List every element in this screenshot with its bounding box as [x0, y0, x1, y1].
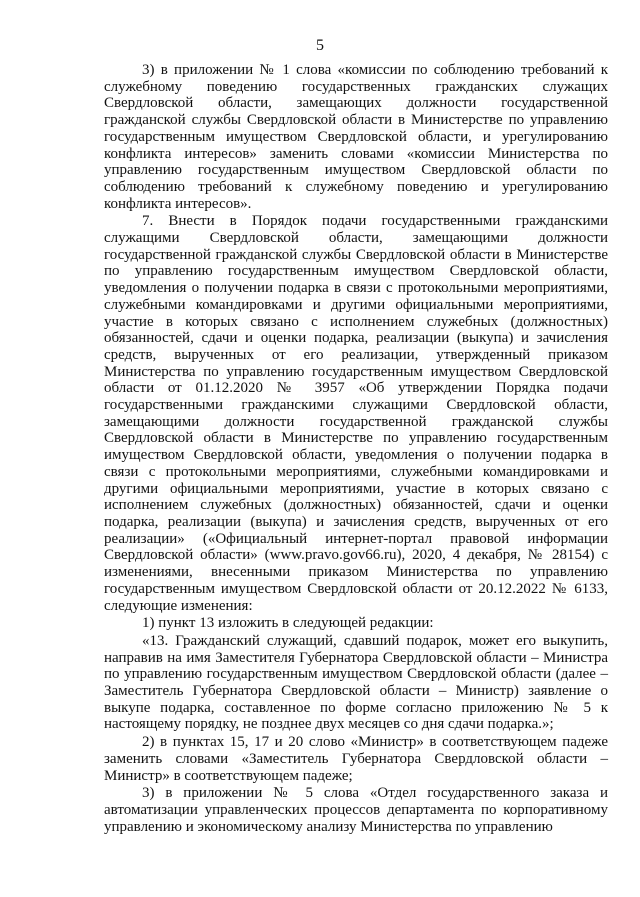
- page-number: 5: [316, 37, 324, 54]
- document-body: [104, 62, 608, 836]
- paragraph-clause-13-quote: «13. Гражданский служащий, сдавший подарок, может его выкупить, направив на имя Заместителя Губернатора Свердловской области – Министра по управлению государственным имуществом Свердловской области (далее – Заместитель Губернатора Свердловской области – Министр) заявление о выкупе подарка, составленное по форме согласно приложению № 5 к настоящему порядку, не позднее двух месяцев со дня сдачи подарка.»;: [104, 632, 608, 733]
- paragraph-item-2: 2) в пунктах 15, 17 и 20 слово «Министр» в соответствующем падеже заменить словами «Заместитель Губернатора Свердловской области – Министр» в соответствующем падеже;: [104, 734, 608, 784]
- paragraph-item-3-appendix-1: 3) в приложении № 1 слова «комиссии по соблюдению требований к служебному поведению государственных гражданских служащих Свердловской области, замещающих должности государственной гражданской службы Свердловской области в Министерстве по управлению государственным имуществом Свердловской области, и урегулированию конфликта интересов» заменить словами «комиссии Министерства по управлению государственным имуществом Свердловской области по соблюдению требований к служебному поведению и урегулированию конфликта интересов».: [104, 62, 608, 212]
- paragraph-item-3-appendix-5: 3) в приложении № 5 слова «Отдел государственного заказа и автоматизации управленческих процессов департамента по корпоративному управлению и экономическому анализу Министерства по управлению: [104, 785, 608, 835]
- paragraph-section-7: 7. Внести в Порядок подачи государственными гражданскими служащими Свердловской области, замещающими должности государственной гражданской службы Свердловской области в Министерстве по управлению государственным имуществом Свердловской области, уведомления о получении подарка в связи с протокольными мероприятиями, служебными командировками и другими официальными мероприятиями, участие в которых связано с исполнением служебных (должностных) обязанностей, сдачи и оценки подарка, реализации (выкупа) и зачисления средств, вырученных от его реализации, утвержденный приказом Министерства по управлению государственным имуществом Свердловской области от 01.12.2020 № 3957 «Об утверждении Порядка подачи государственными гражданскими служащими Свердловской области, замещающими должности государственной гражданской службы Свердловской области в Министерстве по управлению государственным имуществом Свердловской области, уведомления о получении подарка в связи с протокольными мероприятиями, служебными командировками и другими официальными мероприятиями, участие в которых связано с исполнением служебных (должностных) обязанностей, сдачи и оценки подарка, реализации (выкупа) и зачисления средств, вырученных от его реализации» («Официальный интернет-портал правовой информации Свердловской области» (www.pravo.gov66.ru), 2020, 4 декабря, № 28154) с изменениями, внесенными приказом Министерства по управлению государственным имуществом Свердловской области от 20.12.2022 № 6133, следующие изменения:: [104, 213, 608, 614]
- paragraph-item-1: 1) пункт 13 изложить в следующей редакции:: [142, 615, 434, 632]
